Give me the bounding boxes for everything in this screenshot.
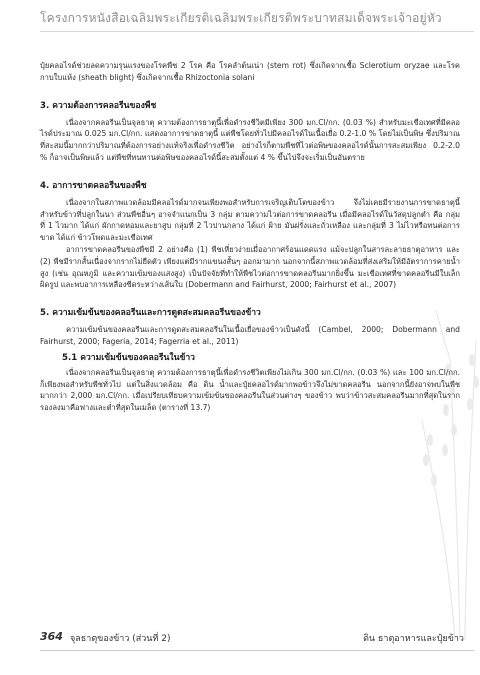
section-heading-5: 5. ความเข้มข้นของคลอรีนและการดูดสะสมคลอรีนของข้าว	[40, 308, 261, 319]
rice-plant-watermark-icon	[410, 300, 480, 640]
intro-paragraph: ปุ๋ยคลอไรด์ช่วยลดความรุนแรงของโรคพืช 2 โรค คือ โรคลำต้นเน่า (stem rot) ซึ่งเกิดจากเชื้อ Sclerotium oryzae และโรคกาบใบแห้ง (sheath blight) ซึ่งเกิดจากเชื้อ Rhizoctonia solani	[40, 61, 460, 82]
section-heading-3: 3. ความต้องการคลอรีนของพืช	[40, 100, 157, 111]
body-content	[40, 60, 460, 414]
page-footer	[40, 630, 474, 646]
section-heading-4: 4. อาการขาดคลอรีนของพืช	[40, 180, 147, 191]
section-3-paragraph: เนื่องจากคลอรีนเป็นจุลธาตุ ความต้องการธาตุนี้เพื่อดำรงชีวิตมีเพียง 300 มก.Cl/กก. (0.03 %) สำหรับมะเขือเทศที่มีคลอไรด์ประมาณ 0.025 มก.Cl/กก. แสดงอาการขาดธาตุนี้ แต่พืชโดยทั่วไปมีคลอไรด์ในเนื้อเยื่อ 0.2-1.0 % โดยไม่เป็นพิษ ซึ่งปริมาณที่สะสมนี้มากกว่าปริมาณที่ต้องการอย่างแท้จริงเพื่อดำรงชีวิต อย่างไรก็ตามพืชที่ไวต่อพิษของคลอไรด์นั้นการสะสมเพียง 0.2-2.0 % ก็อาจเป็นพิษแล้ว แต่พืชที่ทนทานต่อพิษของคลอไรด์นี้สะสมตั้งแต่ 4 % ขึ้นไปจึงจะเริ่มเป็นอันตราย	[40, 117, 460, 162]
footer-chapter-title: ดิน ธาตุอาหารและปุ๋ยข้าว	[363, 634, 464, 644]
footer-divider	[40, 650, 474, 651]
page-number: 364	[40, 630, 63, 643]
subsection-5-1-paragraph: เนื่องจากคลอรีนเป็นจุลธาตุ ความต้องการธาตุนี้เพื่อดำรงชีวิตเพียงไม่เกิน 300 มก.Cl/กก. (0.03 %) และ 100 มก.Cl/กก. ก็เพียงพอสำหรับพืชทั่วไป แต่ในสิ่งแวดล้อม คือ ดิน น้ำและปุ๋ยคลอไรด์มากพอข้าวจึงไม่ขาดคลอรีน นอกจากนี้ยังอาจพบในพืชมากกว่า 2,000 มก.Cl/กก. เมื่อเปรียบเทียบความเข้มข้นของคลอรีนในส่วนต่างๆ ของข้าว พบว่าข้าวสะสมคลอรีนมากที่สุดในราก รองลงมาคือฟางและต่ำที่สุดในเมล็ด (ตารางที่ 13.7)	[40, 367, 460, 413]
header-divider	[40, 31, 474, 32]
subsection-heading-5-1: 5.1 ความเข้มข้นของคลอรีนในข้าว	[62, 352, 196, 363]
section-5-paragraph: ความเข้มข้นของคลอรีนและการดูดสะสมคลอรีนในเนื้อเยื่อของข้าวเป็นดังนี้ (Cambel, 2000; Dobermann and Fairhurst, 2000; Fageria, 2014; Fagerria et al., 2011)	[40, 325, 460, 346]
section-4-paragraph-1: เนื่องจากในสภาพแวดล้อมมีคลอไรด์มากจนเพียงพอสำหรับการเจริญเติบโตของข้าว จึงไม่เคยมีรายงานการขาดธาตุนี้สำหรับข้าวที่ปลูกในนา ส่วนพืชอื่นๆ อาจจำแนกเป็น 3 กลุ่ม ตามความไวต่อการขาดคลอรีน เมื่อมีคลอไรด์ในวัสดุปลูกต่ำ คือ กลุ่มที่ 1 ไวมาก ได้แก่ ผักกาดหอมและยาสูบ กลุ่มที่ 2 ไวปานกลาง ได้แก่ ฝ้าย มันฝรั่งและถั่วเหลือง และกลุ่มที่ 3 ไม่ไวหรือทนต่อการขาด ได้แก่ ข้าวโพดและมะเขือเทศ	[40, 197, 460, 243]
section-4-paragraph-2: อาการขาดคลอรีนของพืชมี 2 อย่างคือ (1) พืชเหี่ยวง่ายเมื่ออากาศร้อนแดดแรง แม้จะปลูกในสารละลายธาตุอาหาร และ (2) พืชมีรากสั้นเนื่องจากรากไม่ยืดตัว เพียงแต่มีรากแขนงสั้นๆ ออกมามาก นอกจากนี้สภาพแวดล้อมที่ส่งเสริมให้มีอัตราการคายน้ำสูง (เช่น อุณหภูมิ และความเข้มของแสงสูง) เป็นปัจจัยที่ทำให้พืชไวต่อการขาดคลอรีนมากยิ่งขึ้น มะเขือเทศที่ขาดคลอรีนมีใบเล็กผิดรูป และพบอาการเหลืองซีดระหว่างเส้นใบ (Dobermann and Fairhurst, 2000; Fairhurst et al., 2007)	[40, 244, 460, 290]
footer-book-title: จุลธาตุของข้าว (ส่วนที่ 2)	[70, 634, 171, 644]
running-header: โครงการหนังสือเฉลิมพระเกียรติเฉลิมพระเกียรติพระบาทสมเด็จพระเจ้าอยู่หัว	[40, 11, 442, 25]
